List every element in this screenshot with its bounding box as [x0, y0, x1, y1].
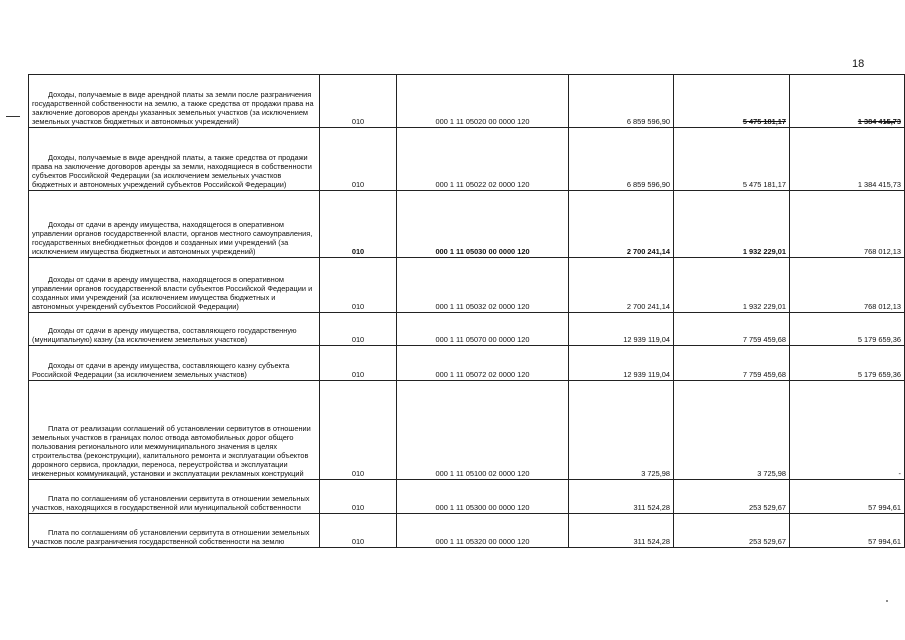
row-name: Доходы от сдачи в аренду имущества, составляющего казну субъекта Российской Федерации (за исключением земельных участков)	[29, 346, 320, 381]
row-executed: 5 475 181,17	[674, 128, 790, 191]
scan-margin-mark	[6, 116, 20, 117]
row-kbk-code: 000 1 11 05320 00 0000 120	[397, 514, 569, 548]
row-kbk-code: 000 1 11 05020 00 0000 120	[397, 75, 569, 128]
row-unexecuted: 1 384 415,73	[857, 117, 901, 126]
row-unexecuted: 1 384 415,73	[790, 128, 905, 191]
row-executed: 1 932 229,01	[674, 191, 790, 258]
table-row	[29, 381, 905, 480]
row-unexecuted: 768 012,13	[790, 258, 905, 313]
row-name: Доходы от сдачи в аренду имущества, находящегося в оперативном управлении органов государственной власти, органов местного самоуправления, государственных внебюджетных фондов и созданных ими учреждений (за исключением имущества бюджетных и автономных учреждений)	[29, 191, 320, 258]
row-line-code: 010	[320, 514, 397, 548]
row-executed: 5 475 181,17	[742, 117, 786, 126]
page-number: 18	[852, 58, 865, 70]
revenue-table	[28, 74, 905, 548]
row-line-code: 010	[320, 258, 397, 313]
table-row	[29, 346, 905, 381]
row-name: Доходы от сдачи в аренду имущества, составляющего государственную (муниципальную) казну (за исключением земельных участков)	[29, 313, 320, 346]
table-row	[29, 480, 905, 514]
row-unexecuted: 768 012,13	[790, 191, 905, 258]
row-approved: 12 939 119,04	[569, 346, 674, 381]
row-approved: 3 725,98	[569, 381, 674, 480]
row-unexecuted: -	[790, 381, 905, 480]
row-line-code: 010	[320, 128, 397, 191]
table-row	[29, 75, 905, 128]
row-approved: 2 700 241,14	[569, 258, 674, 313]
table-row	[29, 258, 905, 313]
table-row	[29, 128, 905, 191]
row-approved: 6 859 596,90	[569, 75, 674, 128]
row-approved: 12 939 119,04	[569, 313, 674, 346]
row-executed: 3 725,98	[674, 381, 790, 480]
row-unexecuted: 5 179 659,36	[790, 346, 905, 381]
row-approved: 311 524,28	[569, 480, 674, 514]
row-kbk-code: 000 1 11 05022 02 0000 120	[397, 128, 569, 191]
row-name: Доходы, получаемые в виде арендной платы за земли после разграничения государственной собственности на землю, а также средства от продажи права на заключение договоров аренды указанных земельных участков (за исключением земельных участков бюджетных и автономных учреждений)	[29, 75, 320, 128]
row-executed: 7 759 459,68	[674, 313, 790, 346]
row-name: Плата по соглашениям об установлении сервитута в отношении земельных участков, находящихся в государственной или муниципальной собственности	[29, 480, 320, 514]
row-line-code: 010	[320, 381, 397, 480]
row-kbk-code: 000 1 11 05100 02 0000 120	[397, 381, 569, 480]
row-kbk-code: 000 1 11 05070 00 0000 120	[397, 313, 569, 346]
row-kbk-code: 000 1 11 05300 00 0000 120	[397, 480, 569, 514]
row-name: Доходы от сдачи в аренду имущества, находящегося в оперативном управлении органов государственной власти субъектов Российской Федерации и созданных ими учреждений (за исключением имущества бюджетных и автономных учреждений субъектов Российской Федерации)	[29, 258, 320, 313]
table-row	[29, 313, 905, 346]
row-line-code: 010	[320, 480, 397, 514]
row-approved: 6 859 596,90	[569, 128, 674, 191]
row-unexecuted: 57 994,61	[790, 480, 905, 514]
row-kbk-code: 000 1 11 05030 00 0000 120	[397, 191, 569, 258]
row-line-code: 010	[320, 313, 397, 346]
row-approved: 311 524,28	[569, 514, 674, 548]
row-name: Доходы, получаемые в виде арендной платы, а также средства от продажи права на заключение договоров аренды за земли, находящиеся в собственности субъектов Российской Федерации (за исключением земельных участков бюджетных и автономных учреждений субъектов Российской Федерации)	[29, 128, 320, 191]
scan-speck	[886, 600, 888, 602]
row-executed: 7 759 459,68	[674, 346, 790, 381]
row-name: Плата по соглашениям об установлении сервитута в отношении земельных участков после разграничения государственной собственности на землю	[29, 514, 320, 548]
row-name: Плата от реализации соглашений об установлении сервитутов в отношении земельных участков в границах полос отвода автомобильных дорог общего пользования регионального или межмуниципального значения в целях строительства (реконструкции), капитального ремонта и эксплуатации объектов дорожного сервиса, прокладки, переноса, переустройства и эксплуатации инженерных коммуникаций, установки и эксплуатации рекламных конструкций	[29, 381, 320, 480]
row-approved: 2 700 241,14	[569, 191, 674, 258]
row-unexecuted: 5 179 659,36	[790, 313, 905, 346]
row-kbk-code: 000 1 11 05072 02 0000 120	[397, 346, 569, 381]
table-row	[29, 514, 905, 548]
row-line-code: 010	[320, 346, 397, 381]
row-executed: 253 529,67	[674, 480, 790, 514]
row-executed: 1 932 229,01	[674, 258, 790, 313]
row-line-code: 010	[320, 75, 397, 128]
row-unexecuted: 57 994,61	[790, 514, 905, 548]
row-executed: 253 529,67	[674, 514, 790, 548]
table-row	[29, 191, 905, 258]
row-kbk-code: 000 1 11 05032 02 0000 120	[397, 258, 569, 313]
row-line-code: 010	[320, 191, 397, 258]
